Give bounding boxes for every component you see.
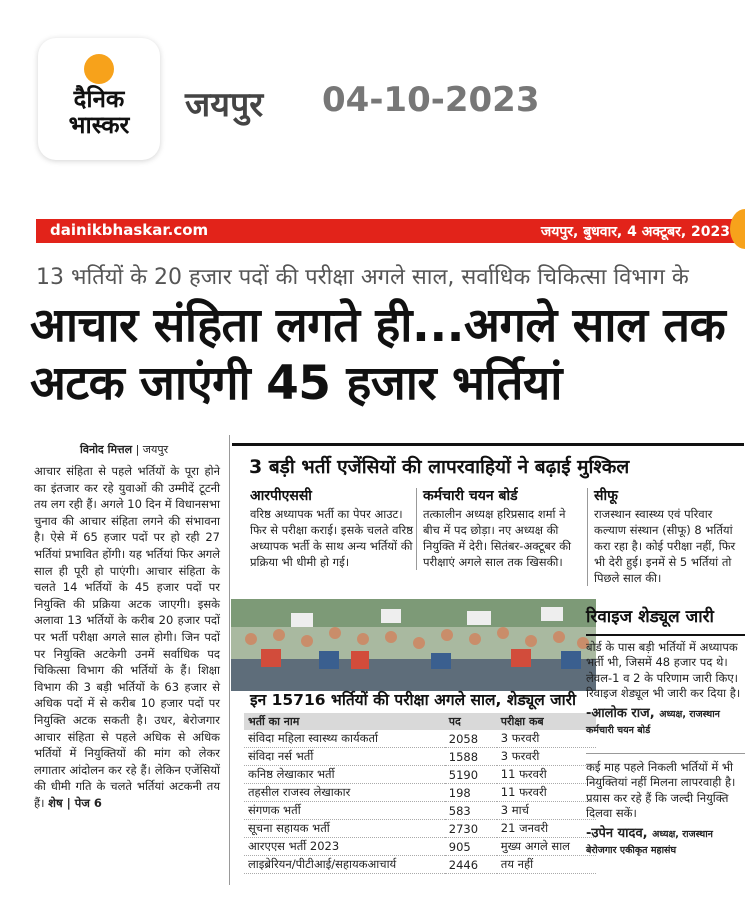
agency-text: वरिष्ठ अध्यापक भर्ती का पेपर आउट। फिर से परीक्षा कराई। इसके चलते वरिष्ठ अध्यापक भर्ती के साथ अन्य भर्तियों की प्रक्रिया भी धीमी हो गई। — [250, 507, 413, 569]
quote-author — [586, 706, 745, 739]
cell-name: सूचना सहायक भर्ती — [244, 820, 445, 838]
table-row — [244, 802, 596, 820]
cell-posts: 1588 — [445, 748, 497, 766]
article-text: आचार संहिता से पहले भर्तियों के पूरा होने का इंतजार कर रहे युवाओं की उम्मीदें टूटनी तय लग रही हैं। अगले 10 दिन में विधानसभा चुनाव की आचार संहिता लगने की संभावना है। ऐसे में 65 हजार पदों पर हो रही 27 भर्तियां प्रभावित होंगी। यह भर्तियां फिर अगले साल ही पूरी हो पाएंगी। आचार संहिता के चलते 14 भर्तियों के 45 हजार पदों पर नियुक्ति की प्रक्रिया अटक जाएगी। इसके अलावा 13 भर्तियों के करीब 20 हजार पदों पर भर्ती परीक्षा अगले साल होगी। जिन पदों पर नियुक्ति अटकेगी उनमें सर्वाधिक पद चिकित्सा विभाग की भर्तियों के हैं। शिक्षा विभाग की 3 बड़ी भर्तियों के 63 हजार से अधिक पदों में से करीब 10 हजार पदों पर नियुक्ति अटक सकती है। उधर, बेरोजगार आचार संहिता से पहले अधिक से अधिक भर्तियों में नियुक्तियों की मांग को लेकर लगातार आंदोलन कर रहे हैं। लेकिन एजेंसियों की धीमी गति के चलते भर्तियां अटकनी तय हैं। — [34, 464, 220, 810]
cell-name: तहसील राजस्व लेखाकार — [244, 784, 445, 802]
cell-exam: 3 फरवरी — [497, 730, 596, 748]
table-row — [244, 838, 596, 856]
cell-exam: 11 फरवरी — [497, 784, 596, 802]
agency-box-sifu — [587, 488, 745, 586]
col-header-name: भर्ती का नाम — [244, 713, 445, 730]
cell-posts: 2730 — [445, 820, 497, 838]
protest-crowd-image — [231, 599, 596, 691]
agency-title: आरपीएससी — [250, 488, 312, 504]
cell-exam: 11 फरवरी — [497, 766, 596, 784]
quote-author — [586, 826, 745, 859]
table-row — [244, 748, 596, 766]
col-header-posts: पद — [445, 713, 497, 730]
newspaper-clipping — [24, 185, 745, 902]
cell-posts: 198 — [445, 784, 497, 802]
cell-exam: 3 फरवरी — [497, 748, 596, 766]
agency-text: तत्कालीन अध्यक्ष हरिप्रसाद शर्मा ने बीच में पद छोड़ा। नए अध्यक्ष की नियुक्ति में देरी। सितंबर-अक्टूबर की परीक्षाएं अगले साल तक खिसकी। — [423, 507, 572, 569]
byline — [80, 442, 168, 457]
agency-box-rpsc — [250, 488, 418, 570]
table-row — [244, 856, 596, 874]
cell-name: लाइब्रेरियन/पीटीआई/सहायकआचार्य — [244, 856, 445, 874]
col-header-exam: परीक्षा कब — [497, 713, 596, 730]
quote-block — [586, 634, 745, 739]
cell-name: संविदा महिला स्वास्थ्य कार्यकर्ता — [244, 730, 445, 748]
cell-posts: 583 — [445, 802, 497, 820]
table-row — [244, 730, 596, 748]
page-header — [0, 0, 745, 200]
cell-name: आरएएस भर्ती 2023 — [244, 838, 445, 856]
agency-title: कर्मचारी चयन बोर्ड — [423, 488, 518, 504]
sun-logo-icon — [730, 209, 745, 249]
masthead-bar — [36, 219, 736, 243]
cell-exam: मुख्य अगले साल — [497, 838, 596, 856]
agency-title: सीफू — [594, 488, 618, 504]
cell-posts: 2058 — [445, 730, 497, 748]
column-divider — [229, 435, 230, 885]
cell-name: संविदा नर्स भर्ती — [244, 748, 445, 766]
revised-schedule-sidebar — [586, 607, 745, 859]
table-row — [244, 784, 596, 802]
sidebar-title: रिवाइज शेड्यूल जारी — [586, 607, 714, 627]
section-rule — [232, 443, 744, 446]
dateline: जयपुर, बुधवार, 4 अक्टूबर, 2023 — [540, 224, 730, 240]
site-url: dainikbhaskar.com — [50, 221, 209, 239]
byline-name: विनोद मित्तल — [80, 443, 133, 456]
cell-name: कनिष्ठ लेखाकार भर्ती — [244, 766, 445, 784]
continued-marker: शेष | पेज 6 — [48, 795, 102, 810]
cell-posts: 5190 — [445, 766, 497, 784]
sun-icon — [84, 54, 114, 84]
main-headline: आचार संहिता लगते ही...अगले साल तक अटक जाएंगी 45 हजार भर्तियां — [30, 298, 726, 411]
recruitment-table — [244, 713, 596, 874]
table-title: इन 15716 भर्तियों की परीक्षा अगले साल, शेड्यूल जारी — [250, 691, 576, 709]
byline-place: | जयपुर — [135, 443, 169, 456]
cell-name: संगणक भर्ती — [244, 802, 445, 820]
cell-exam: 21 जनवरी — [497, 820, 596, 838]
edition-date: 04-10-2023 — [322, 80, 540, 120]
agency-text: राजस्थान स्वास्थ्य एवं परिवार कल्याण संस्थान (सीफू) 8 भर्तियां करा रहा है। कोई परीक्षा नहीं, फिर भी देरी हुई। इनमें से 5 भर्तियां तो पिछले साल की। — [594, 507, 736, 585]
agency-box-board — [416, 488, 586, 570]
author-role: अध्यक्ष, राजस्थान कर्मचारी चयन बोर्ड — [586, 708, 720, 736]
cell-exam: तय नहीं — [497, 856, 596, 874]
dainik-bhaskar-logo[interactable] — [38, 38, 160, 160]
quote-text: बोर्ड के पास बड़ी भर्तियों में अध्यापक भर्ती भी, जिसमें 48 हजार पद थे। लेवल-1 व 2 के परिणाम जारी किए। रिवाइज शेड्यूल भी जारी कर दिया है। — [586, 639, 741, 700]
protest-photo — [231, 599, 596, 691]
kicker-headline: 13 भर्तियों के 20 हजार पदों की परीक्षा अगले साल, सर्वाधिक चिकित्सा विभाग के — [36, 265, 689, 290]
cell-posts: 905 — [445, 838, 497, 856]
table-row — [244, 820, 596, 838]
author-name: -आलोक राज, — [586, 705, 655, 721]
author-role: अध्यक्ष, राजस्थान बेरोजगार एकीकृत महासंघ — [586, 828, 713, 856]
cell-exam: 3 मार्च — [497, 802, 596, 820]
edition-city: जयपुर — [185, 85, 264, 125]
table-header-row — [244, 713, 596, 730]
logo-line-2: भास्कर — [68, 111, 130, 139]
author-name: -उपेन यादव, — [586, 825, 648, 841]
quote-block — [586, 753, 745, 859]
quote-text: कई माह पहले निकली भर्तियों में भी नियुक्तियां नहीं मिलना लापरवाही है। प्रयास कर रहे हैं कि जल्दी नियुक्ति दिलवा सकें। — [586, 759, 736, 820]
logo-line-1: दैनिक — [73, 85, 125, 113]
section-heading: 3 बड़ी भर्ती एजेंसियों की लापरवाहियों ने बढ़ाई मुश्किल — [249, 456, 630, 478]
article-body — [34, 463, 220, 811]
table-row — [244, 766, 596, 784]
cell-posts: 2446 — [445, 856, 497, 874]
